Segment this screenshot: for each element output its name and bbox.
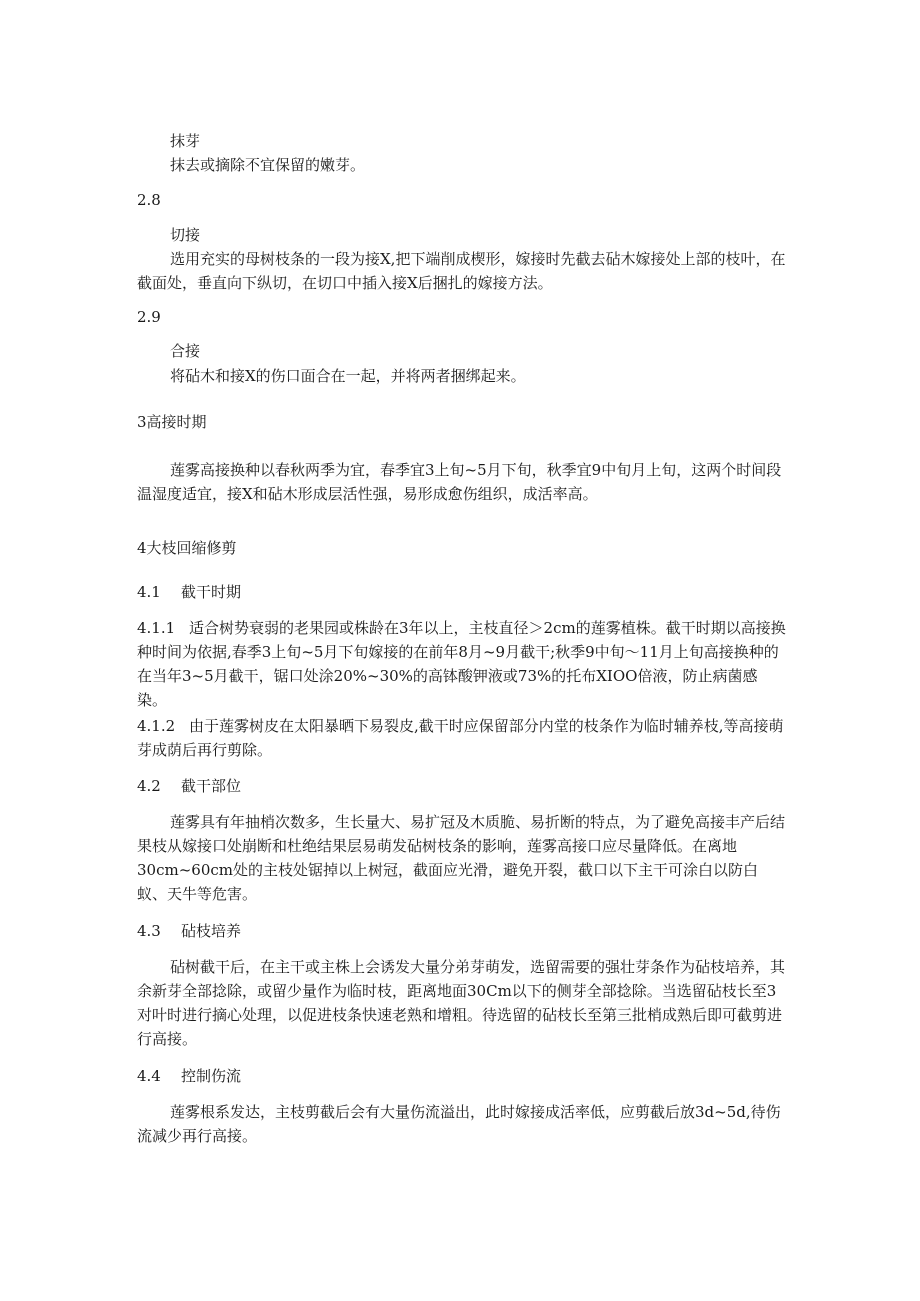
term-number-2-8: 2.8 [137, 191, 161, 209]
term-definition-2-8: 选用充实的母树枝条的一段为接X,把下端削成楔形，嫁接时先截去砧木嫁接处上部的枝叶，在截面处，垂直向下纵切，在切口中插入接X后捆扎的嫁接方法。 [137, 250, 786, 292]
subsection-number: 4.3 [137, 922, 161, 940]
term-number-2-9: 2.9 [137, 308, 161, 326]
clause-text: 由于莲雾树皮在太阳暴晒下易裂皮,截干时应保留部分内堂的枝条作为临时辅养枝,等高接萌芽成荫后再行剪除。 [137, 717, 784, 759]
subsection-title: 控制伤流 [181, 1067, 242, 1085]
section-text-3: 莲雾高接换种以春秋两季为宜，春季宜3上旬~5月下旬，秋季宜9中旬月上旬，这两个时间段温湿度适宜，接X和砧木形成层活性强，易形成愈伤组织，成活率高。 [137, 461, 782, 503]
subsection-heading-4-4 [137, 1064, 787, 1088]
term-definition-2-7: 抹去或摘除不宜保留的嫩芽。 [170, 156, 366, 174]
subsection-number: 4.2 [137, 777, 161, 795]
subsection-title: 砧枝培养 [181, 922, 242, 940]
clause-number: 4.1.1 [137, 619, 176, 637]
term-title-2-9: 合接 [170, 342, 201, 360]
subsection-heading-4-2 [137, 774, 787, 798]
section-heading-4: 4大枝回缩修剪 [137, 539, 237, 557]
subsection-text-4-3: 砧树截干后，在主干或主株上会诱发大量分弟芽萌发，选留需要的强壮芽条作为砧枝培养，其余新芽全部捻除，或留少量作为临时枝，距离地面30Cm以下的侧芽全部捻除。当选留砧枝长至3对叶时进行摘心处理，以促进枝条快速老熟和增粗。待选留的砧枝长至第三批梢成熟后即可截剪进行高接。 [137, 958, 786, 1048]
subsection-title: 截干时期 [181, 583, 242, 601]
subsection-heading-4-3 [137, 919, 787, 943]
clause-text: 适合树势衰弱的老果园或株龄在3年以上，主枝直径＞2cm的莲雾植株。截干时期以高接换种时间为依据,春季3上旬~5月下旬嫁接的在前年8月~9月截干;秋季9中旬～11月上旬高接换种的在当年3~5月截干，锯口处涂20%~30%的高钵酸钾液或73%的托布XIOO倍液，防止病菌感染。 [137, 619, 786, 709]
subsection-title: 截干部位 [181, 777, 242, 795]
subsection-heading-4-1 [137, 580, 787, 604]
term-definition-2-9: 将砧木和接X的伤口面合在一起，并将两者捆绑起来。 [170, 367, 526, 385]
subsection-text-4-2: 莲雾具有年抽梢次数多，生长量大、易扩冠及木质脆、易折断的特点，为了避免高接丰产后结果枝从嫁接口处崩断和杜绝结果层易萌发砧树枝条的影响，莲雾高接口应尽量降低。在离地30cm~60cm处的主枝处锯掉以上树冠，截面应光滑，避免开裂，截口以下主干可涂白以防白蚁、天牛等危害。 [137, 813, 786, 903]
clause-4-1-1 [137, 616, 787, 712]
section-heading-3: 3高接时期 [137, 413, 207, 431]
term-title-2-7: 抹芽 [170, 132, 201, 150]
subsection-text-4-4: 莲雾根系发达，主枝剪截后会有大量伤流溢出，此时嫁接成活率低，应剪截后放3d~5d,待伤流减少再行高接。 [137, 1103, 781, 1145]
clause-number: 4.1.2 [137, 717, 176, 735]
term-title-2-8: 切接 [170, 226, 201, 244]
clause-4-1-2 [137, 714, 787, 762]
subsection-number: 4.4 [137, 1067, 161, 1085]
subsection-number: 4.1 [137, 583, 161, 601]
